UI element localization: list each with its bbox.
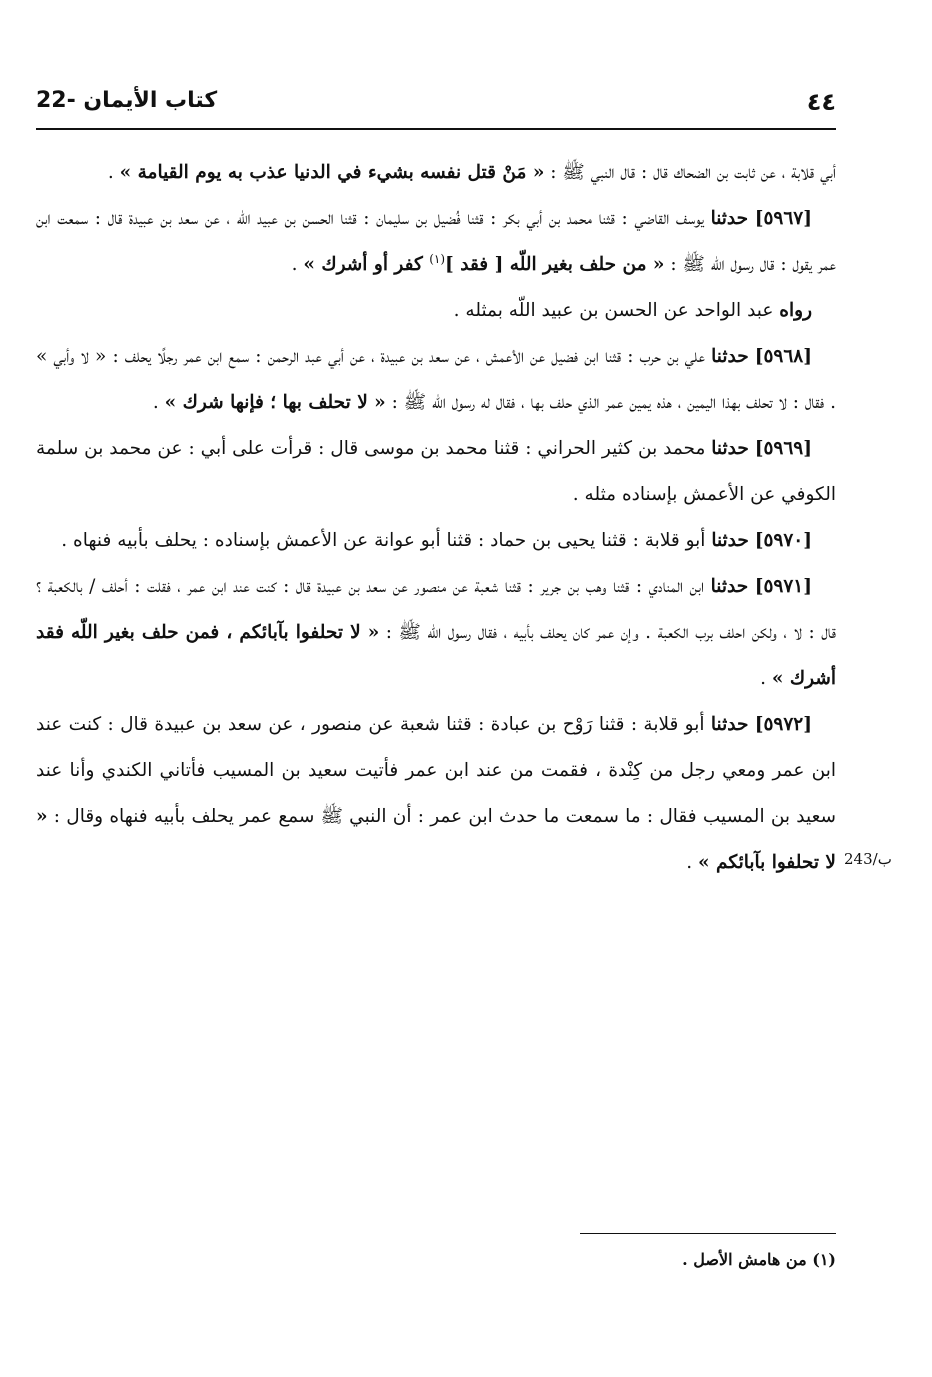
hadith-5967 — [36, 196, 836, 288]
narration-label: حدثنا — [711, 346, 749, 367]
narration-label: رواه — [779, 300, 812, 321]
hadith-number: [٥٩٧٢] — [754, 714, 812, 735]
footnote: (١) من هامش الأصل . — [682, 1250, 836, 1269]
punctuation: . — [107, 162, 120, 183]
hadith-quote: « مَنْ قتل نفسه بشيء في الدنيا عذب به يوم القيامة » — [119, 162, 545, 183]
hadith-text: محمد بن كثير الحراني : قثنا محمد بن موسى قال : قرأت على أبي : عن محمد بن سلمة الكوفي عن الأعمش بإسناده مثله . — [36, 438, 836, 505]
narration-note — [36, 288, 836, 334]
hadith-quote: « لا تحلفوا بآبائكم ، فمن حلف بغير اللّه فقد أشرك » — [36, 622, 836, 689]
hadith-number: [٥٩٦٧] — [754, 208, 812, 229]
hadith-quote: « لا تحلف بها ؛ فإنها شرك » — [164, 392, 386, 413]
narration-label: حدثنا — [710, 208, 749, 229]
hadith-quote: « لا تحلفوا بآبائكم » — [36, 806, 836, 873]
hadith-5970 — [36, 518, 836, 564]
hadith-text: يوسف القاضي : قثنا محمد بن أبي بكر : قثنا فُضيل بن سليمان : قثنا الحسن بن عبيد اللّه ، عن سعد بن عبيدة قال : سمعت ابن عمر يقول : قال رسول اللّه ﷺ : — [36, 208, 836, 275]
hadith-quote: كفر أو أشرك » — [303, 254, 430, 275]
hadith-number: [٥٩٦٩] — [754, 438, 812, 459]
main-text — [36, 150, 836, 886]
footnote-divider — [580, 1233, 836, 1234]
hadith-text: أبي قلابة ، عن ثابت بن الضحاك قال : قال النبي ﷺ : — [544, 162, 836, 183]
punctuation: . — [760, 668, 772, 689]
hadith-5968 — [36, 334, 836, 426]
hadith-text: عبد الواحد عن الحسن بن عبيد اللّه بمثله . — [453, 300, 780, 321]
punctuation: . — [152, 392, 165, 413]
punctuation: . — [686, 852, 699, 873]
hadith-number: [٥٩٧١] — [754, 576, 812, 597]
footnote-reference: (١) — [429, 251, 446, 266]
narration-label: حدثنا — [710, 576, 749, 597]
narration-label: حدثنا — [710, 714, 749, 735]
hadith-5972 — [36, 702, 836, 886]
punctuation: . — [291, 254, 304, 275]
hadith-text: علي بن حرب : قثنا ابن فضيل عن الأعمش ، عن سعد بن عبيدة ، عن أبي عبد الرحمن : سمع ابن عمر رجلًا يحلف : « لا وأبي » . فقال : لا تحلف بهذا اليمين ، هذه يمين عمر الذي حلف بها ، فقال له رسول اللّه ﷺ : — [36, 346, 836, 413]
hadith-text: أبو قلابة : قثنا يحيى بن حماد : قثنا أبو عوانة عن الأعمش بإسناده : يحلف بأبيه فنهاه . — [61, 530, 712, 551]
hadith-5969 — [36, 426, 836, 518]
hadith-number: [٥٩٧٠] — [754, 530, 812, 551]
hadith-quote: « من حلف بغير اللّه [ فقد ] — [445, 254, 665, 275]
narration-label: حدثنا — [711, 530, 749, 551]
hadith-text: ابن المنادي : قثنا وهب بن جرير : قثنا شعبة عن منصور عن سعد بن عبيدة قال : كنت عند ابن عمر ، فقلت : أحلف / بالكعبة ؟ قال : لا ، ولكن احلف برب الكعبة . وإن عمر كان يحلف بأبيه ، فقال رسول اللّه ﷺ : — [36, 576, 837, 643]
hadith-text: أبو قلابة : قثنا رَوْح بن عبادة : قثنا شعبة عن منصور ، عن سعد بن عبيدة قال : كنت عند ابن عمر ومعي رجل من كِنْدة ، فقمت من عند ابن عمر فأتيت سعيد بن المسيب فأتاني الكندي وأنا عند سعيد بن المسيب فقال : ما سمعت ما حدث ابن عمر : أن النبي ﷺ سمع عمر يحلف بأبيه فنهاه وقال : — [36, 714, 836, 827]
page-header — [36, 78, 836, 130]
narration-label: حدثنا — [711, 438, 749, 459]
hadith-5971 — [36, 564, 836, 702]
hadith-number: [٥٩٦٨] — [754, 346, 812, 367]
page-number: ٤٤ — [806, 88, 836, 116]
paragraph-continuation — [36, 150, 836, 196]
running-title: 22- كتاب الأيمان — [36, 88, 218, 113]
manuscript-folio-note: 243/ب — [844, 850, 892, 868]
